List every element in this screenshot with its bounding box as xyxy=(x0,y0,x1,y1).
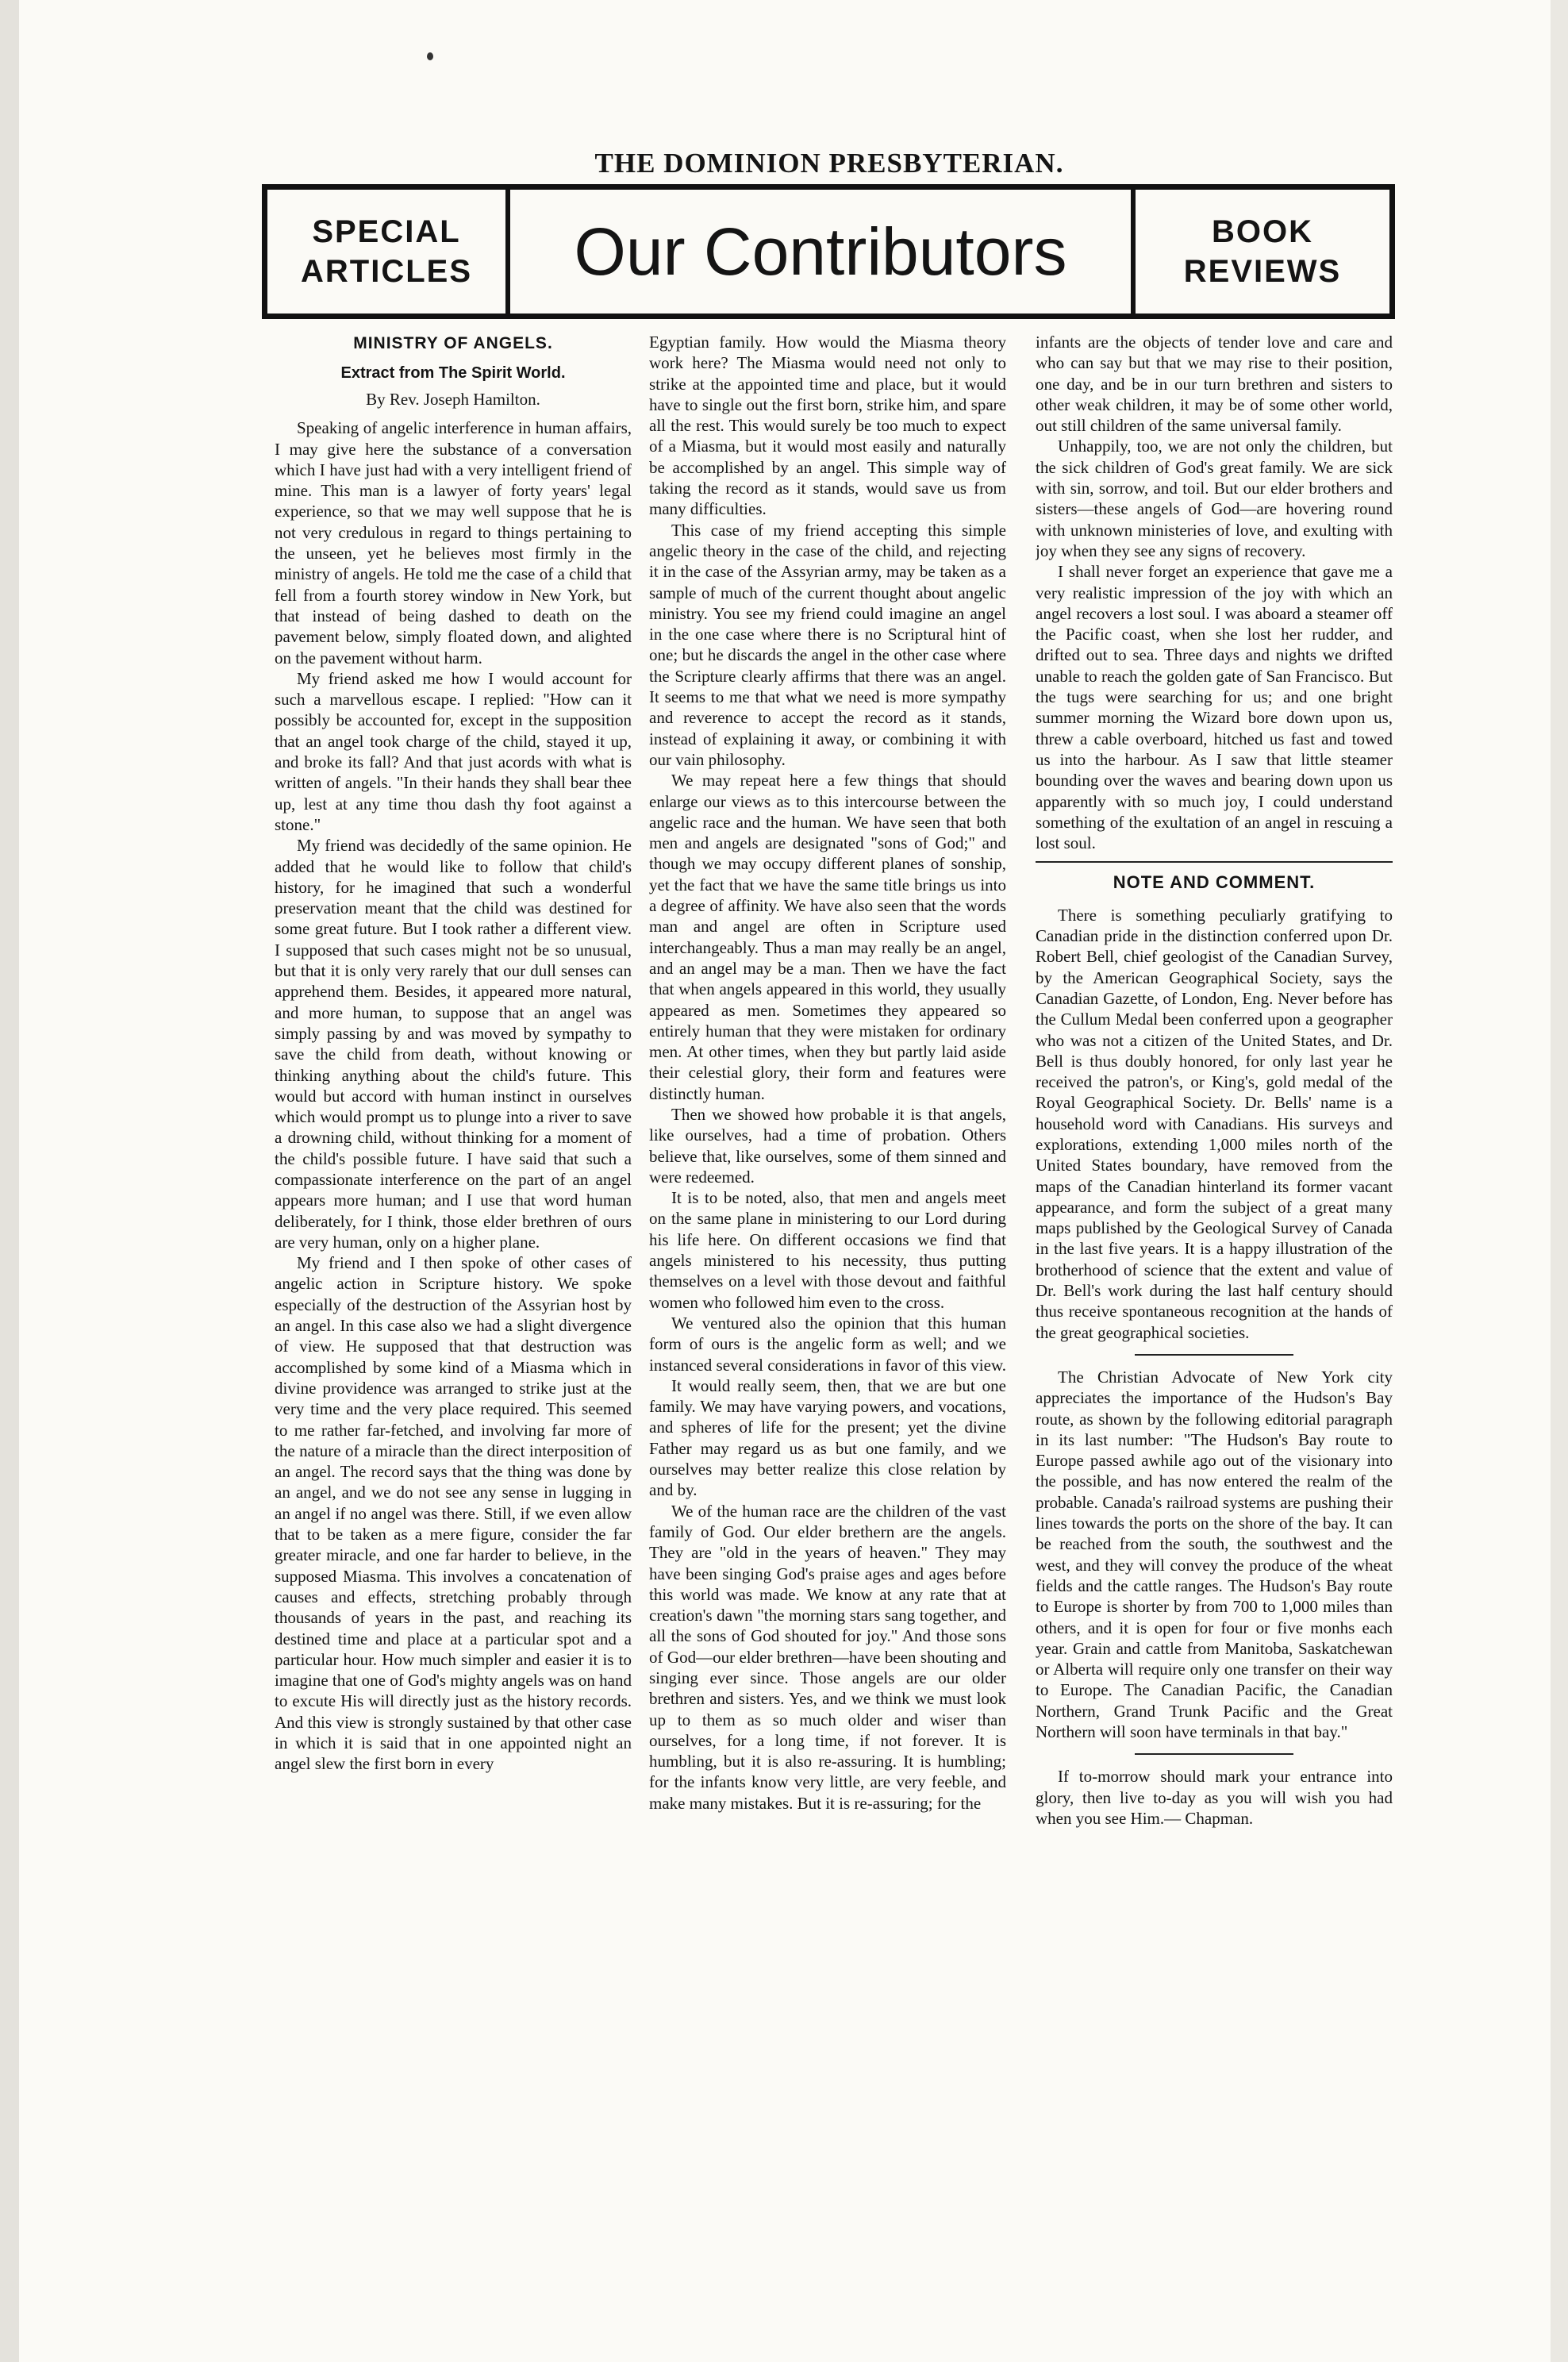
banner-right-line2: REVIEWS xyxy=(1183,254,1342,289)
banner-special-articles xyxy=(267,190,510,314)
paragraph: We may repeat here a few things that should enlarge our views as to this intercourse between the angelic race and the human. We have seen that both men and angels are designated "sons of God;" and though we may occupy different planes of sonship, yet the fact that we have the same title brings us into a degree of affinity. We have also seen that the words man and angel are often in Scripture used interchangeably. Thus a man may really be an angel, and an angel may be a man. Then we have the fact that when angels appeared in this world, they usually appeared as men. Sometimes they appeared so entirely human that they were mistaken for ordinary men. At other times, when they but partly laid aside their celestial glory, their form and features were distinctly human. xyxy=(649,771,1006,1103)
article-title: MINISTRY OF ANGELS. xyxy=(353,334,553,352)
section-banner xyxy=(262,184,1395,319)
divider xyxy=(1135,1354,1293,1356)
paragraph: It would really seem, then, that we are but one family. We may have varying powers, and vocations, and spheres of life for the present; yet the divine Father may regard us as but one family, and we ourselves may better realize this close relation by and by. xyxy=(649,1375,1006,1500)
running-head: THE DOMINION PRESBYTERIAN. xyxy=(594,148,1064,179)
paragraph: There is something peculiarly gratifying to Canadian pride in the distinction conferred upon Dr. Robert Bell, chief geologist of the Canadian Survey, by the American Geographical Society, says the Canadian Gazette, of London, Eng. Never before has the Cullum Medal been conferred upon a geographer who was not a citizen of the United States, and Dr. Bell is thus doubly honored, for only last year he received the patron's, or King's, gold medal of the Royal Geographical Society. Dr. Bells' name is a household word with Canadians. His surveys and explorations, extending 1,000 miles north of the United States boundary, have removed from the maps of the Canadian hinterland its former vacant appearance, and form the subject of a great many maps published by the Geological Survey of Canada in the last five years. It is a happy illustration of the brotherhood of science that the extent and value of Dr. Bell's work during the last half century should thus receive spontaneous recognition at the hands of the great geographical societies. xyxy=(1036,905,1393,1342)
banner-left-line1: SPECIAL xyxy=(312,214,461,249)
scan-edge-right xyxy=(1551,0,1568,2362)
scan-edge-left xyxy=(0,0,19,2362)
article-subtitle: Extract from The Spirit World. xyxy=(340,364,566,382)
banner-right-line1: BOOK xyxy=(1212,214,1313,249)
paragraph: It is to be noted, also, that men and angels meet on the same plane in ministering to our Lord during his life here. On different occasions we find that angels ministered to his necessity, thus putting themselves on a level with those devout and faithful women who followed him even to the cross. xyxy=(649,1188,1006,1312)
paragraph: infants are the objects of tender love and care and who can say but that we may rise to their position, one day, and be in our turn brethren and sisters to other weak children, it may be of some other world, out still children of the same universal family. xyxy=(1036,333,1393,436)
article-byline: By Rev. Joseph Hamilton. xyxy=(366,390,540,409)
banner-title: Our Contributors xyxy=(574,214,1067,289)
paragraph: My friend asked me how I would account for such a marvellous escape. I replied: "How can it possibly be accounted for, except in the supposition that an angel took charge of the child, stayed it up, and broke its fall? And that just acords with what is written of angels. "In their hands they shall bear thee up, lest at any time thou dash thy foot against a stone." xyxy=(275,668,632,834)
paragraph: We ventured also the opinion that this human form of ours is the angelic form as well; and we instanced several considerations in favor of this view. xyxy=(649,1313,1006,1375)
paragraph: My friend was decidedly of the same opinion. He added that he would like to follow that child's history, for he imagined that such a wonderful preservation meant that the child was destined for some great future. But I took rather a different view. I supposed that such cases might not be so unusual, but that it is only very rarely that our dull senses can apprehend them. Besides, it appeared more natural, and more human, to suppose that an angel was simply passing by and was moved by sympathy to save the child from death, without knowing or thinking anything about the child's future. This would but accord with human instinct in ourselves which would prompt us to plunge into a river to save a drowning child, without thinking for a moment of the child's possible future. I have said that such a compassionate interference on the part of an angel appears more human; and I use that word human deliberately, for I think, those elder brethren of ours are very human, only on a higher plane. xyxy=(275,836,632,1252)
banner-book-reviews xyxy=(1131,190,1389,314)
paragraph: We of the human race are the children of the vast family of God. Our elder brethern are the angels. They are "old in the years of heaven." They may have been singing God's praise ages and ages before this world was made. We know at any rate that at creation's dawn "the morning stars sang together, and all the sons of God shouted for joy." And those sons of God—our elder brethren—have been shouting and singing ever since. Those angels are our older brethren and sisters. Yes, and we think we must look up to them as so much older and wiser than ourselves, for a long time, if not forever. It is humbling, but it is also re-assuring. It is humbling; for the infants know very little, are very feeble, and make many mistakes. But it is re-assuring; for the xyxy=(649,1501,1006,1813)
banner-left-line2: ARTICLES xyxy=(301,254,472,289)
paragraph: The Christian Advocate of New York city appreciates the importance of the Hudson's Bay route, as shown by the following editorial paragraph in its last number: "The Hudson's Bay route to Europe passed awhile ago out of the visionary into the possible, and has now entered the realm of the probable. Canada's railroad systems are pushing their lines towards the ports on the shore of the bay. It can be reached from the south, the southwest and the west, and they will convey the produce of the wheat fields and the cattle ranges. The Hudson's Bay route to Europe is shorter by from 700 to 1,000 miles than others, and it is open for four or five monhs each year. Grain and cattle from Manitoba, Saskatchewan or Alberta will require only one transfer on their way to Europe. The Canadian Pacific, the Canadian Northern, Grand Trunk Pacific and the Great Northern will soon have terminals in that bay." xyxy=(1036,1367,1393,1741)
paragraph: Egyptian family. How would the Miasma theory work here? The Miasma would need not only to strike at the appointed time and place, but it would have to single out the first born, strike him, and spare all the rest. This would surely be too much to expect of a Miasma, but it would most easily and naturally be accomplished by an angel. This simple way of taking the record as it stands, would save us from many difficulties. xyxy=(649,333,1006,519)
paragraph: Then we showed how probable it is that angels, like ourselves, had a time of probation. Others believe that, like ourselves, some of them sinned and were redeemed. xyxy=(649,1104,1006,1187)
column-3 xyxy=(1036,332,1393,2252)
ink-speck xyxy=(427,52,433,60)
paragraph: This case of my friend accepting this simple angelic theory in the case of the child, and rejecting it in the case of the Assyrian army, may be taken as a sample of much of the current thought about angelic ministry. You see my friend could imagine an angel in the one case where there is no Scriptural hint of one; but he discards the angel in the other case where the Scripture clearly affirms that there was an angel. It seems to me that what we need is more sympathy and reverence to accept the record as it stands, instead of explaining it away, or combining it with our vain philosophy. xyxy=(649,520,1006,769)
paragraph: My friend and I then spoke of other cases of angelic action in Scripture history. We spoke especially of the destruction of the Assyrian host by an angel. In this case also we had a slight divergence of view. He supposed that that destruction was accomplished by some kind of a Miasma which in divine providence was arranged to strike just at the very time and the very place required. This seemed to me rather far-fetched, and involving far more of the nature of a miracle than the direct interposition of an angel. The record says that the thing was done by an angel, and we do not see any sense in lugging in an angel if no angel was there. Still, if we even allow that to be taken as a mere figure, consider the far greater miracle, and one far harder to believe, in the supposed Miasma. This involves a concatenation of causes and effects, stretching probably through thousands of years in the past, and reaching its destined time and place at a particular spot and a particular hour. How much simpler and easier it is to imagine that one of God's mighty angels was on hand to excute His will directly just as the history records. And this view is strongly sustained by that other case in which it is said that in one appointed night an angel slew the first born in every xyxy=(275,1253,632,1774)
divider xyxy=(1135,1753,1293,1755)
paragraph: Speaking of angelic interference in human affairs, I may give here the substance of a conversation which I have just had with a very intelligent friend of mine. This man is a lawyer of forty years' legal experience, so that we may well suppose that he is not very credulous in regard to things pertaining to the unseen, yet he believes most firmly in the ministry of angels. He told me the case of a child that fell from a fourth storey window in New York, but that instead of being dashed to death on the pavement below, simply floated down, and alighted on the pavement without harm. xyxy=(275,418,632,667)
column-1 xyxy=(275,332,632,2252)
column-2 xyxy=(649,332,1006,2252)
paragraph: Unhappily, too, we are not only the children, but the sick children of God's great family. We are sick with sin, sorrow, and toil. But our elder brothers and sisters—these angels of God—are hovering round with unknown ministeries of love, and exulting with joy when they see any signs of recovery. xyxy=(1036,437,1393,560)
note-and-comment-heading: NOTE AND COMMENT. xyxy=(1036,861,1393,893)
paragraph: If to-morrow should mark your entrance into glory, then live to-day as you will wish you had when you see Him.— Chapman. xyxy=(1036,1767,1393,1828)
paragraph: I shall never forget an experience that gave me a very realistic impression of the joy with which an angel recovers a lost soul. I was aboard a steamer off the Pacific coast, when she lost her rudder, and drifted out to sea. Three days and nights we drifted unable to reach the golden gate of San Francisco. But the tugs were searching for us; and one bright summer morning the Wizard bore down upon us, threw a cable overboard, hitched us fast and towed us into the harbour. As I saw that little steamer bounding over the waves and bearing down upon us apparently with so much joy, I could understand something of the exultation of an angel in rescuing a lost soul. xyxy=(1036,562,1393,853)
